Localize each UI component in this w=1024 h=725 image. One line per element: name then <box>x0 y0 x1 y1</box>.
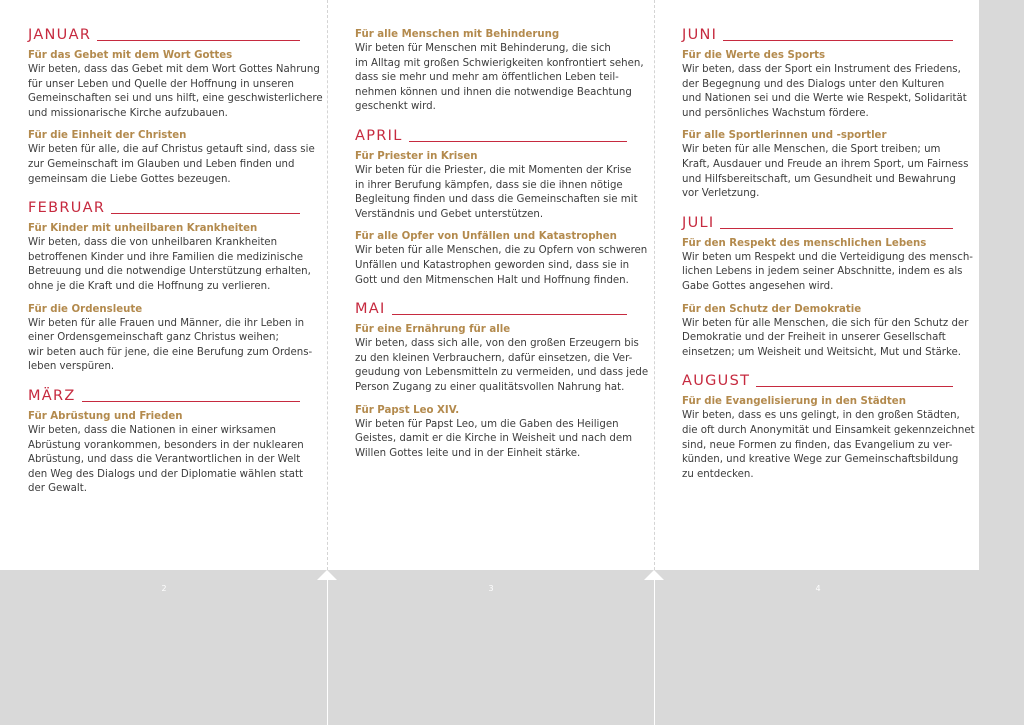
intention-text-line: Wir beten für Papst Leo, um die Gaben des Heiligen <box>355 418 619 430</box>
prayer-intention <box>355 322 649 395</box>
intention-text-line: Begleitung finden und dass die Gemeinschaften sie mit <box>355 194 638 206</box>
prayer-intention <box>682 128 969 201</box>
intention-text-line: Demokratie und der Freiheit in unserer Gesellschaft <box>682 332 946 344</box>
intention-text-line: Wir beten, dass die Nationen in einer wirksamen <box>28 424 276 436</box>
fold-marker-right <box>644 570 664 580</box>
intention-text-line: geudung von Lebensmitteln zu vermeiden, und dass jede <box>355 367 649 379</box>
page-number: 4 <box>815 584 821 593</box>
intention-text-line: und persönliches Wachstum fördere. <box>682 107 869 119</box>
month-section <box>355 301 649 461</box>
intention-text-line: gemeinsam die Liebe Gottes bezeugen. <box>28 173 231 185</box>
intention-text-line: nehmen können und ihnen die notwendige Beachtung <box>355 86 632 98</box>
intention-text-line: Abrüstung vorankommen, besonders in der nuklearen <box>28 439 304 451</box>
intention-text-line: vor Verletzung. <box>682 188 760 200</box>
intention-title: Für alle Menschen mit Behinderung <box>355 29 560 40</box>
intention-title: Für den Respekt des menschlichen Lebens <box>682 237 927 249</box>
intention-text-line: künden, und kreative Wege zur Gemeinschaftsbildung <box>682 454 959 466</box>
intention-text-line: wir beten auch für jene, die eine Berufung zum Ordens- <box>28 346 313 358</box>
month-rule <box>756 386 953 387</box>
page-number: 3 <box>488 584 494 593</box>
month-heading <box>28 27 300 44</box>
column-page-2 <box>28 27 323 510</box>
intention-title: Für die Ordensleute <box>28 303 143 315</box>
month-heading <box>682 27 953 44</box>
intention-text-line: und missionarische Kirche aufzubauen. <box>28 107 228 119</box>
intention-title: Für die Evangelisierung in den Städten <box>682 396 906 408</box>
prayer-intention <box>682 394 975 482</box>
prayer-intention <box>355 403 633 462</box>
month-heading <box>28 200 300 217</box>
intention-text-line: im Alltag mit großen Schwierigkeiten konfrontiert sehen, <box>355 57 644 69</box>
month-rule <box>720 228 953 229</box>
intention-title: Für alle Opfer von Unfällen und Katastrophen <box>355 231 617 243</box>
month-section <box>682 214 973 361</box>
intention-text-line: Wir beten um Respekt und die Verteidigung des mensch- <box>682 251 973 263</box>
intention-text-line: Gabe Gottes angesehen wird. <box>682 280 834 292</box>
intention-text-line: Wir beten, dass das Gebet mit dem Wort Gottes Nahrung <box>28 64 320 75</box>
month-name: AUGUST <box>682 373 751 390</box>
month-rule <box>82 401 300 402</box>
intention-text-line: geschenkt wird. <box>355 101 436 113</box>
prayer-intention <box>355 27 644 115</box>
prayer-intention <box>682 302 969 361</box>
intention-text-line: Unfällen und Katastrophen geworden sind, dass sie in <box>355 259 630 271</box>
intention-title: Für den Schutz der Demokratie <box>682 303 862 315</box>
fold-line-left <box>327 0 328 570</box>
intention-text-line: Wir beten, dass sich alle, von den großen Erzeugern bis <box>355 338 639 350</box>
intention-text-line: betroffenen Kinder und ihre Familien die medizinische <box>28 251 304 263</box>
intention-title: Für Abrüstung und Frieden <box>28 410 183 422</box>
month-rule <box>392 314 627 315</box>
intention-text-line: Gott und den Mitmenschen Halt und Hoffnung finden. <box>355 274 629 286</box>
month-section <box>682 27 969 202</box>
intention-title: Für eine Ernährung für alle <box>355 324 511 336</box>
prayer-intention <box>682 236 973 295</box>
intention-text-line: Person Zugang zu einer qualitätsvollen Nahrung hat. <box>355 381 625 393</box>
intention-title: Für Kinder mit unheilbaren Krankheiten <box>28 223 258 235</box>
month-rule <box>409 141 627 142</box>
fold-marker-left <box>317 570 337 580</box>
intention-title: Für alle Sportlerinnen und -sportler <box>682 130 887 142</box>
column-page-4 <box>682 27 975 495</box>
month-name: JUNI <box>682 27 718 43</box>
intention-title: Für Priester in Krisen <box>355 150 478 162</box>
prayer-intention <box>355 229 648 288</box>
intention-text-line: Kraft, Ausdauer und Freude an ihrem Sport, um Fairness <box>682 158 969 170</box>
intention-text-line: und Hilfsbereitschaft, um Gesundheit und Bewahrung <box>682 173 956 185</box>
intention-text-line: einsetzen; um Weisheit und Weitsicht, Mut und Stärke. <box>682 346 962 358</box>
intention-text-line: den Weg des Dialogs und der Diplomatie wählen statt <box>28 468 303 480</box>
fold-line-right <box>654 0 655 570</box>
intention-text-line: Geistes, damit er die Kirche in Weisheit und nach dem <box>355 433 633 445</box>
page-number: 2 <box>161 584 167 593</box>
month-section <box>28 387 304 497</box>
month-heading <box>682 215 953 232</box>
intention-text-line: Wir beten für alle, die auf Christus getauft sind, dass sie <box>28 144 315 156</box>
intention-text-line: Willen Gottes leite und in der Einheit stärke. <box>355 447 581 459</box>
month-section <box>28 200 313 375</box>
cut-line-left <box>327 580 328 725</box>
intention-text-line: Wir beten für alle Menschen, die sich für den Schutz der <box>682 317 969 329</box>
prayer-intention <box>28 302 313 375</box>
intention-text-line: ohne je die Kraft und die Hoffnung zu verlieren. <box>28 280 271 292</box>
month-heading <box>28 388 300 405</box>
prayer-intention <box>28 221 311 294</box>
month-name: MÄRZ <box>28 387 76 404</box>
month-name: MAI <box>355 301 386 318</box>
intention-text-line: Betreuung und die notwendige Unterstützung erhalten, <box>28 266 311 278</box>
intention-text-line: Wir beten für Menschen mit Behinderung, die sich <box>355 43 611 54</box>
month-name: JULI <box>682 214 715 231</box>
month-rule <box>97 40 300 41</box>
month-rule <box>111 213 300 214</box>
intention-text-line: Gemeinschaften sei und uns hilft, eine geschwisterlichere <box>28 93 323 105</box>
intention-title: Für das Gebet mit dem Wort Gottes <box>28 50 233 61</box>
intention-text-line: zu entdecken. <box>682 468 754 480</box>
intention-text-line: dass sie mehr und mehr am öffentlichen Leben teil- <box>355 72 619 84</box>
intention-text-line: Wir beten, dass es uns gelingt, in den großen Städten, <box>682 410 960 422</box>
month-heading <box>355 301 627 318</box>
column-page-3 <box>355 27 649 474</box>
month-name: JANUAR <box>28 27 92 43</box>
month-rule <box>723 40 953 41</box>
intention-text-line: Wir beten für alle Menschen, die Sport treiben; um <box>682 144 941 156</box>
intention-text-line: Wir beten, dass die von unheilbaren Krankheiten <box>28 237 278 249</box>
intention-text-line: einer Ordensgemeinschaft ganz Christus weihen; <box>28 332 279 344</box>
intention-text-line: Wir beten für die Priester, die mit Momenten der Krise <box>355 164 632 176</box>
month-section <box>682 373 975 482</box>
prayer-intention <box>28 409 304 497</box>
month-name: FEBRUAR <box>28 200 106 217</box>
month-name: APRIL <box>355 127 403 144</box>
intention-text-line: Wir beten, dass der Sport ein Instrument des Friedens, <box>682 64 961 75</box>
prayer-intention <box>28 48 323 121</box>
intention-text-line: lichen Lebens in jedem seiner Abschnitte, indem es als <box>682 266 963 278</box>
intention-title: Für die Werte des Sports <box>682 50 826 61</box>
month-section <box>355 27 644 115</box>
intention-text-line: in ihrer Berufung kämpfen, dass sie die ihnen nötige <box>355 179 623 191</box>
prayer-intention <box>355 149 638 222</box>
intention-text-line: Abrüstung, und dass die Verantwortlichen in der Welt <box>28 454 301 466</box>
intention-text-line: Wir beten für alle Frauen und Männer, die ihr Leben in <box>28 317 305 329</box>
intention-title: Für die Einheit der Christen <box>28 130 187 142</box>
intention-text-line: zu den kleinen Verbrauchern, dafür einsetzen, die Ver- <box>355 352 633 364</box>
intention-title: Für Papst Leo XIV. <box>355 404 460 416</box>
month-section <box>355 127 648 288</box>
intention-text-line: die oft durch Anonymität und Einsamkeit gekennzeichnet <box>682 424 975 436</box>
intention-text-line: sind, neue Formen zu finden, das Evangelium zu ver- <box>682 439 953 451</box>
intention-text-line: und Nationen sei und die Werte wie Respekt, Solidarität <box>682 93 967 105</box>
cut-line-right <box>654 580 655 725</box>
intention-text-line: Wir beten für alle Menschen, die zu Opfern von schweren <box>355 245 648 257</box>
intention-text-line: der Begegnung und des Dialogs unter den Kulturen <box>682 78 945 90</box>
intention-text-line: leben verspüren. <box>28 361 115 373</box>
intention-text-line: für unser Leben und Quelle der Hoffnung in unseren <box>28 78 294 90</box>
month-heading <box>682 373 953 390</box>
month-heading <box>355 128 627 145</box>
intention-text-line: Verständnis und Gebet unterstützen. <box>355 208 544 220</box>
bottom-margin-band <box>0 570 1024 725</box>
intention-text-line: zur Gemeinschaft im Glauben und Leben finden und <box>28 158 295 170</box>
prayer-intention <box>28 128 315 187</box>
intention-text-line: der Gewalt. <box>28 483 87 495</box>
prayer-intention <box>682 48 967 121</box>
month-section <box>28 27 323 187</box>
